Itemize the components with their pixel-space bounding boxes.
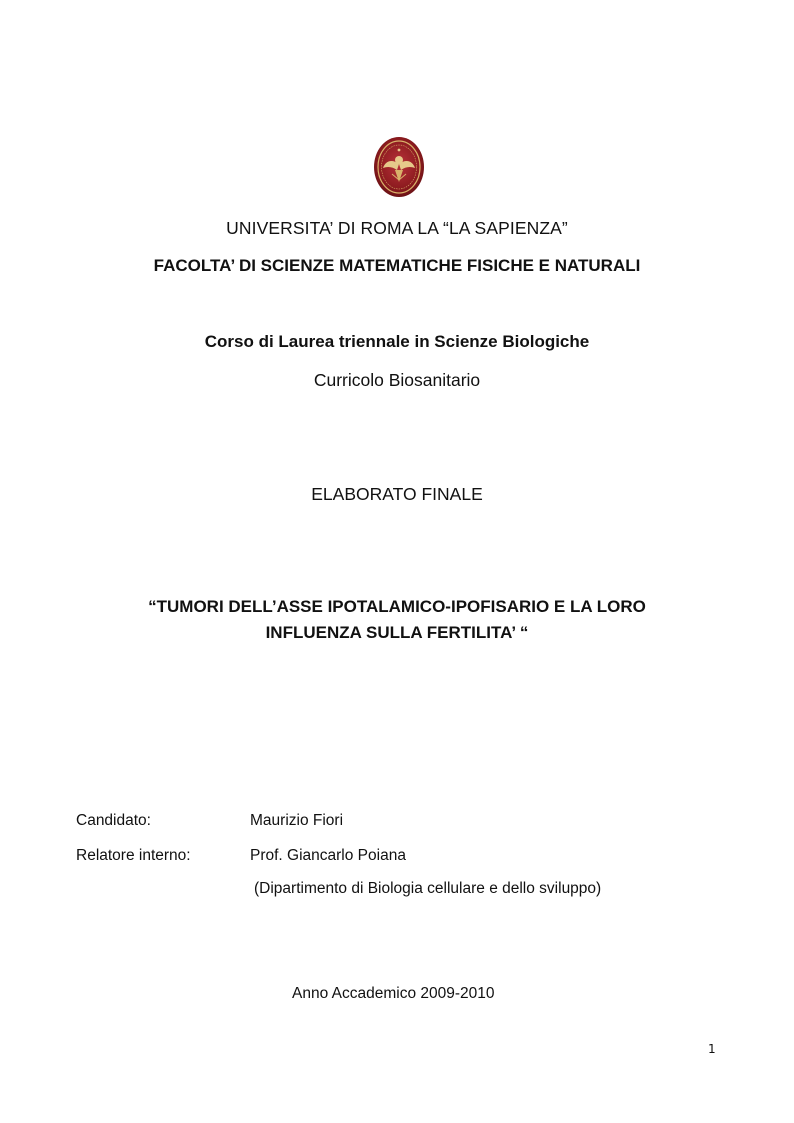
supervisor-name: Prof. Giancarlo Poiana bbox=[250, 847, 406, 864]
university-name: UNIVERSITA’ DI ROMA LA “LA SAPIENZA” bbox=[226, 218, 568, 238]
thesis-title-line-2: INFLUENZA SULLA FERTILITA’ “ bbox=[265, 623, 529, 642]
thesis-title-line-1: “TUMORI DELL’ASSE IPOTALAMICO-IPOFISARIO E LA LORO bbox=[148, 597, 646, 616]
supervisor-department: (Dipartimento di Biologia cellulare e dello sviluppo) bbox=[254, 880, 602, 897]
candidate-label: Candidato: bbox=[76, 812, 151, 829]
curriculum-name: Curricolo Biosanitario bbox=[313, 370, 481, 390]
document-type: ELABORATO FINALE bbox=[311, 484, 483, 504]
candidate-name: Maurizio Fiori bbox=[250, 812, 344, 829]
academic-year: Anno Accademico 2009-2010 bbox=[292, 985, 495, 1002]
faculty-name: FACOLTA’ DI SCIENZE MATEMATICHE FISICHE E NATURALI bbox=[153, 256, 641, 275]
supervisor-label: Relatore interno: bbox=[76, 847, 191, 864]
university-seal-icon bbox=[373, 136, 425, 198]
page-number: 1 bbox=[708, 1042, 716, 1056]
course-name: Corso di Laurea triennale in Scienze Biologiche bbox=[204, 332, 590, 351]
